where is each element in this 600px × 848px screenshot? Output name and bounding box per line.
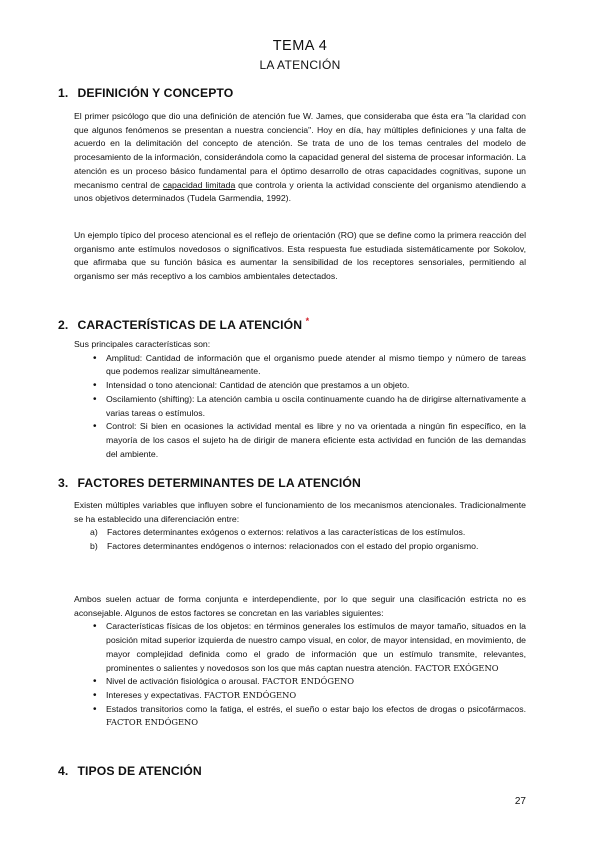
section-3-body <box>74 499 526 554</box>
section-1-paragraph-1 <box>74 110 526 206</box>
list-item-text: Factores determinantes exógenos o externos: relativos a las características de los estímulos. <box>107 527 466 538</box>
underlined-term: capacidad limitada <box>162 179 236 190</box>
section-2-number: 2. <box>58 318 69 333</box>
list-item <box>90 526 526 540</box>
characteristics-list <box>90 352 526 462</box>
page-subtitle: LA ATENCIÓN <box>259 58 341 72</box>
section-3-title: FACTORES DETERMINANTES DE LA ATENCIÓN <box>77 476 361 490</box>
list-item: • Intensidad o tono atencional: Cantidad de atención que prestamos a un objeto. <box>90 379 526 393</box>
section-1-number: 1. <box>58 86 69 100</box>
section-2-heading <box>58 316 309 332</box>
variables-list <box>90 620 526 730</box>
section-1-heading <box>58 86 233 100</box>
factors-lettered-list <box>90 526 526 553</box>
list-item-text: Nivel de activación fisiológica o arousal. <box>106 676 262 687</box>
section-3-number: 3. <box>58 476 69 490</box>
list-item-text: Estados transitorios como la fatiga, el estrés, el sueño o estar bajo los efectos de drogas o psicofármacos. <box>106 703 526 714</box>
factor-tag: FACTOR ENDÓGENO <box>204 689 297 700</box>
section-3-body-2 <box>74 593 526 730</box>
section-4-title: TIPOS DE ATENCIÓN <box>77 764 202 778</box>
factor-tag: FACTOR EXÓGENO <box>414 662 499 673</box>
list-item-text: Intereses y expectativas. <box>106 689 205 700</box>
section-1-paragraph-2: Un ejemplo típico del proceso atencional es el reflejo de orientación (RO) que se define como la primera reacción del organismo ante estímulos novedosos o significativos. Esta respuesta fue estudiada sistemáticamente por Sokolov, que afirmaba que su función básica es aumentar la sensibilidad de los receptores sensoriales, permitiendo al organismo ser más receptivo a los cambios ambientales detectados. <box>74 230 526 282</box>
section-3-intro: Existen múltiples variables que influyen sobre el funcionamiento de los mecanismos atencionales. Tradicionalmente se ha establecido una diferenciación entre: <box>74 500 526 524</box>
list-item <box>90 620 526 675</box>
page-title: TEMA 4 <box>272 38 328 54</box>
list-marker: b) <box>90 541 98 552</box>
section-3-paragraph-2: Ambos suelen actuar de forma conjunta e interdependiente, por lo que seguir una clasificación estricta no es aconsejable. Algunos de estos factores se concretan en las variables siguientes: <box>74 594 526 618</box>
section-3-heading <box>58 476 361 490</box>
section-1-body-2 <box>74 229 526 284</box>
factor-tag: FACTOR ENDÓGENO <box>106 717 199 728</box>
section-1-paragraph-1-end: que controla y orienta la actividad consciente del organismo atendiendo a unos objetivos determinados (Tudela Garmendia, 1992). <box>74 179 526 204</box>
section-4-heading <box>58 764 202 778</box>
section-2-title: CARACTERÍSTICAS DE LA ATENCIÓN <box>77 318 303 333</box>
list-item: • Control: Si bien en ocasiones la actividad mental es libre y no va orientada a ningún fin específico, en la mayoría de los casos el sujeto ha de dirigir de manera eficiente esta actividad en función de las demandas del ambiente. <box>90 420 526 461</box>
list-item <box>90 540 526 554</box>
list-item-text: Factores determinantes endógenos o internos: relacionados con el estado del propio organismo. <box>107 541 479 552</box>
factor-tag: FACTOR ENDÓGENO <box>261 676 355 687</box>
list-item: • Oscilamiento (shifting): La atención cambia u oscila continuamente cuando ha de dirigirse alternativamente a varias tareas o estímulos. <box>90 393 526 420</box>
section-2-intro: Sus principales características son: <box>74 339 211 349</box>
list-item: • Amplitud: Cantidad de información que el organismo puede atender al mismo tiempo y número de tareas que podemos realizar simultáneamente. <box>90 352 526 379</box>
section-1-paragraph-1-start: El primer psicólogo que dio una definición de atención fue W. James, que consideraba que ésta era "la claridad con que algunos fenómenos se presentan a nuestra conciencia". Hoy en día, hay múltiples definiciones y una falta de acuerdo en la delimitación del concepto de atención. Se trata de uno de los temas centrales del modelo de procesamiento de la información, considerándola como la capacidad general del sistema de procesar información. La atención es un proceso básico fundamental para el óptimo desarrollo de otras capacidades cognitivas, supone un mecanismo central de <box>74 111 527 190</box>
list-item <box>90 675 526 689</box>
section-4-number: 4. <box>58 764 69 778</box>
list-item <box>90 703 526 730</box>
section-1-body <box>74 110 526 206</box>
section-1-title: DEFINICIÓN Y CONCEPTO <box>77 86 234 100</box>
page-number: 27 <box>514 796 526 807</box>
list-marker: a) <box>90 527 98 538</box>
section-2-body <box>74 338 526 461</box>
asterisk-marker: * <box>305 316 310 326</box>
list-item-text: Características físicas de los objetos: en términos generales los estímulos de mayor tamaño, situados en la posición mitad superior izquierda de nuestro campo visual, en color, de mayor intensidad, en movimiento, de mayor complejidad definida como el grado de información que un estímulo transmite, relevantes, prominentes o salientes y novedosos son los que más captan nuestra atención. <box>106 621 526 673</box>
list-item <box>90 689 526 703</box>
